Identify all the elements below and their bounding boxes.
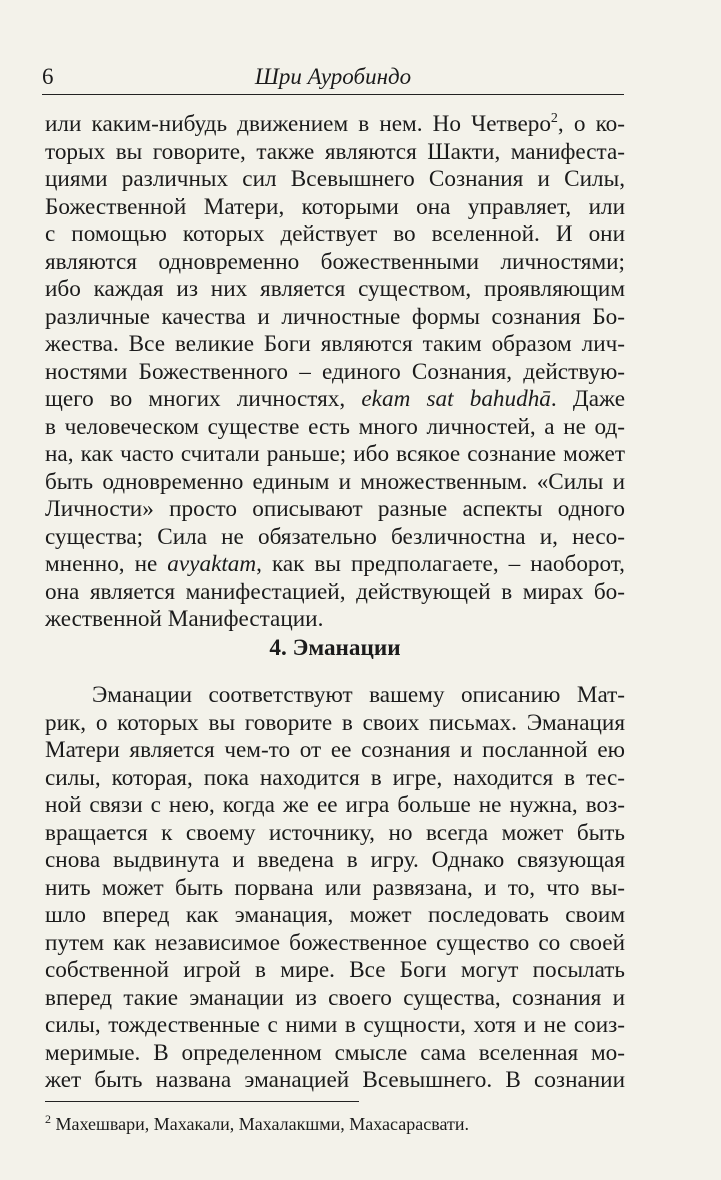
text-line: на, как часто считали раньше; ибо всякое сознание может <box>45 441 625 467</box>
page-number: 6 <box>42 64 54 89</box>
paragraph-1 <box>45 111 625 634</box>
text-line: или каким-нибудь движением в нем. Но Четверо$^2$, о ко- <box>45 111 625 137</box>
section-heading: 4. Эманации <box>269 635 401 661</box>
text-line: вращается к своему источнику, но всегда может быть <box>45 819 625 846</box>
text-line: жества. Все великие Боги являются таким образом лич- <box>45 331 625 357</box>
text-line: щего во многих личностях, ekam sat bahudhā. Даже <box>45 386 626 412</box>
text-line: Божественной Матери, которыми она управляет, или <box>45 193 625 220</box>
text-line: торых вы говорите, также являются Шакти, манифеста- <box>45 138 625 165</box>
footnote-text: Махешвари, Махакали, Махалакшми, Махасарасвати. <box>55 1114 469 1134</box>
text-line: вперед такие эманации из своего существа, сознания и <box>45 984 625 1011</box>
text-line: Эманации соответствуют вашему описанию Мат- <box>92 682 625 708</box>
text-line: силы, тождественные с ними в сущности, хотя и не соиз- <box>45 1012 625 1038</box>
text-line: жет быть названа эманацией Всевышнего. В сознании <box>45 1067 625 1093</box>
text-line: жественной Манифестации. <box>45 606 324 632</box>
text-line: силы, которая, пока находится в игре, находится в тес- <box>45 764 625 791</box>
text-line: Матери является чем-то от ее сознания и посланной ею <box>45 737 625 763</box>
text-line: меримые. В определенном смысле сама вселенная мо- <box>45 1039 625 1066</box>
text-line: нить может быть порвана или развязана, и то, что вы- <box>45 874 625 901</box>
footnote-rule <box>45 1101 359 1102</box>
text-line: различные качества и личностные формы сознания Бо- <box>45 303 625 330</box>
sanskrit-word: avyaktam <box>167 551 257 577</box>
footnote-mark: 2 <box>45 1112 51 1126</box>
sanskrit-phrase: ekam sat bahudhā <box>361 386 551 412</box>
running-title: Шри Ауробиндо <box>254 64 412 89</box>
text-line: циями различных сил Всевышнего Сознания и Силы, <box>45 166 625 192</box>
text-line: мненно, не avyaktam, как вы предполагаете, – наоборот, <box>45 551 625 577</box>
footnote-reference: 2 <box>550 111 558 126</box>
text-line: шло вперед как эманация, может последовать своим <box>45 902 625 928</box>
text-line: с помощью которых действует во вселенной. И они <box>45 221 625 247</box>
text-line: рик, о которых вы говорите в своих письмах. Эманация <box>45 709 625 736</box>
text-line: ностями Божественного – единого Сознания, действую- <box>45 358 625 385</box>
text-line: ибо каждая из них является существом, проявляющим <box>45 276 625 302</box>
header-rule <box>42 94 624 95</box>
text-line: путем как независимое божественное существо со своей <box>45 929 625 956</box>
page-header <box>42 60 624 94</box>
text-line: существа; Сила не обязательно безличностна и, несо- <box>45 523 625 550</box>
text-line: быть одновременно единым и множественным. «Силы и <box>45 468 625 495</box>
text-line: снова выдвинута и введена в игру. Однако связующая <box>45 847 625 873</box>
text-line: являются одновременно божественными личностями; <box>45 248 625 275</box>
text-line: собственной игрой в мире. Все Боги могут посылать <box>45 957 625 983</box>
text-line: ной связи с нею, когда же ее игра больше не нужна, воз- <box>45 792 625 818</box>
text-line: Личности» просто описывают разные аспекты одного <box>45 496 625 522</box>
text-line: в человеческом существе есть много личностей, а не од- <box>45 413 625 440</box>
paragraph-2 <box>45 682 625 1095</box>
footnote <box>45 1113 625 1135</box>
text-line: она является манифестацией, действующей в мирах бо- <box>45 578 625 605</box>
